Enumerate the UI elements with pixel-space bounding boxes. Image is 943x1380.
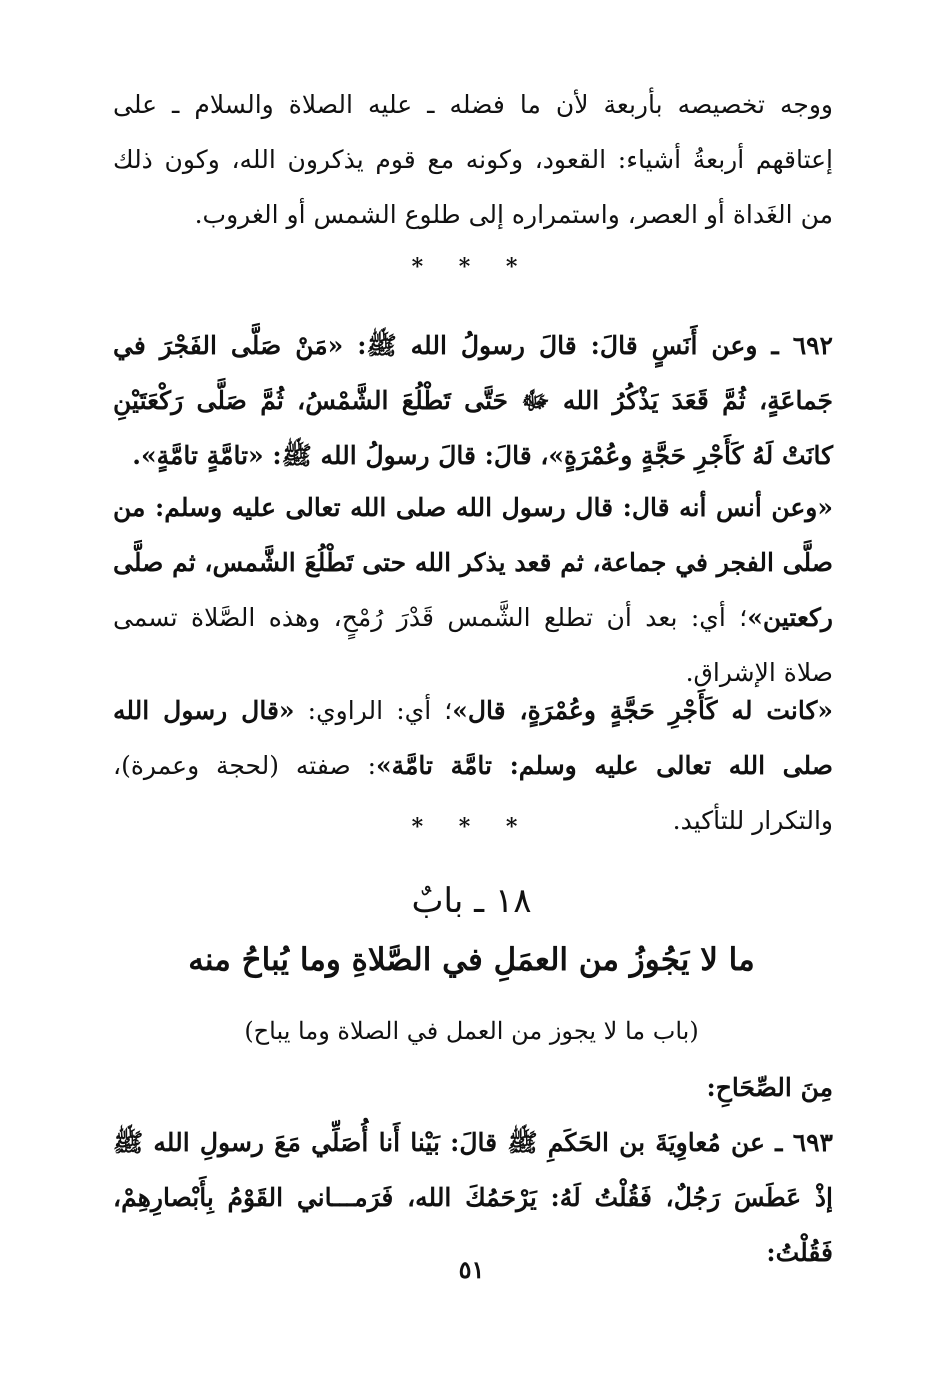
page-number: ٥١ xyxy=(458,1255,485,1284)
chapter-subtitle: (باب ما لا يجوز من العمل في الصلاة وما يباح) xyxy=(244,1017,699,1045)
hadith-692: ٦٩٢ ـ وعن أَنَسٍ قالَ: قالَ رسولُ الله ﷺ: «مَنْ صَلَّى الفَجْرَ في جَماعَةٍ، ثُمَّ قَعَدَ يَذْكُرُ الله ﷻ حَتَّى تَطْلُعَ الشَّمْسُ، ثُمَّ صَلَّى رَكْعَتَيْنِ كانَتْ لَهُ كَأَجْرِ حَجَّةٍ وعُمْرَةٍ»، قالَ: قالَ رسولُ الله ﷺ: «تامَّةٍ تامَّةٍ». xyxy=(113,331,833,470)
commentary-quote: «وعن أنس أنه قال: قال رسول الله صلى الله تعالى عليه وسلم: من صلَّى الفجر في جماعة، ثم قعد يذكر الله حتى تَطْلُعَ الشَّمس، ثم صلَّى ركعتين» xyxy=(113,493,833,632)
commentary-explanation: ؛ أي: الراوي: xyxy=(294,696,453,725)
commentary-explanation: : صفته (لحجة وعمرة)، والتكرار للتأكيد. xyxy=(113,751,833,835)
intro-paragraph: ووجه تخصيصه بأربعة لأن ما فضله ـ عليه الصلاة والسلام ـ على إعتاقهم أربعةُ أشياء: القعود، وكونه مع قوم يذكرون الله، وكون ذلك من الغَداة أو العصر، واستمراره إلى طلوع الشمس أو الغروب. xyxy=(113,90,833,229)
chapter-title: ما لا يَجُوزُ من العمَلِ في الصَّلاةِ وما يُباحُ منه xyxy=(188,942,755,978)
section-separator: * * * xyxy=(411,814,532,840)
commentary-paragraph-1 xyxy=(113,480,833,700)
commentary-quote: «قال رسول الله صلى الله تعالى عليه وسلم: تامَّة تامَّة» xyxy=(113,696,833,780)
chapter-number: ١٨ ـ بابٌ xyxy=(411,881,532,921)
commentary-explanation: ؛ أي: بعد أن تطلع الشَّمس قَدْرَ رُمْحٍ، وهذه الصَّلاة تسمى صلاة الإشراق. xyxy=(113,603,833,687)
section-label: مِنَ الصِّحَاحِ: xyxy=(706,1073,833,1102)
section-separator: * * * xyxy=(411,254,532,280)
commentary-quote: «كانت له كَأَجْرِ حَجَّةٍ وعُمْرَةٍ، قال» xyxy=(452,696,834,725)
hadith-693: ٦٩٣ ـ عن مُعاوِيَةَ بن الحَكَمِ ﷺ قالَ: بَيْنا أَنا أُصَلِّي مَعَ رسولِ الله ﷺ إذْ عَطَسَ رَجُلٌ، فَقُلْتُ لَهُ: يَرْحَمُكَ الله، فَرَمـــاني القَوْمُ بِأَبْصارِهِمْ، فَقُلْتُ: xyxy=(113,1128,833,1267)
